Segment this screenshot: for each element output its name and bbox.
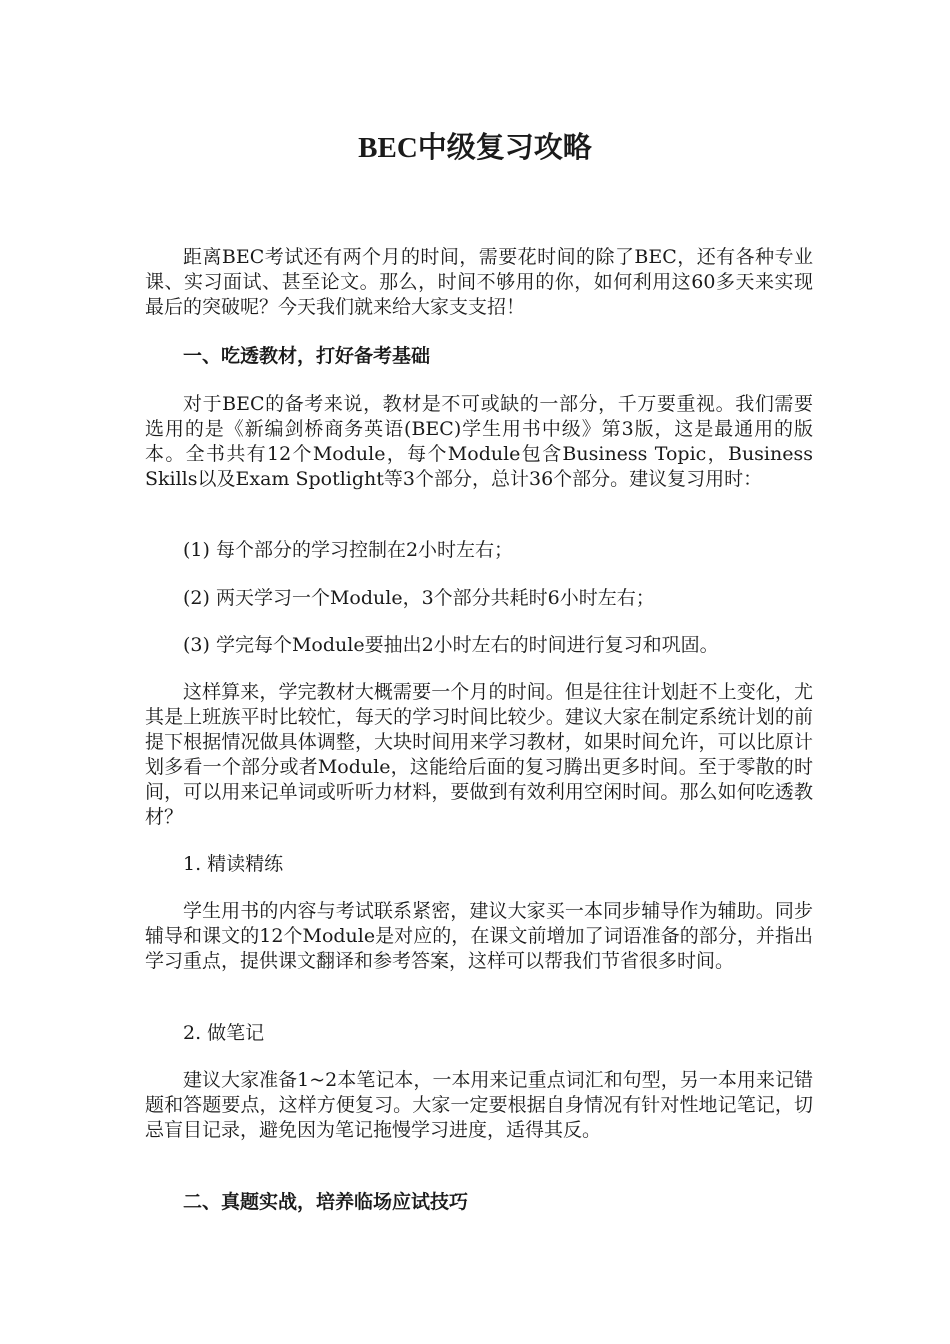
section-1-paragraph-1: 对于BEC的备考来说，教材是不可或缺的一部分，千万要重视。我们需要选用的是《新编剑桥商务英语(BEC)学生用书中级》第3版，这是最通用的版本。全书共有12个Module，每个Module包含Business Topic，Business Skills以及Exam Spotlight等3个部分，总计36个部分。建议复习用时： [145,393,813,490]
subsection-2-paragraph: 建议大家准备1~2本笔记本，一本用来记重点词汇和句型，另一本用来记错题和答题要点，这样方便复习。大家一定要根据自身情况有针对性地记笔记，切忌盲目记录，避免因为笔记拖慢学习进度，适得其反。 [145,1069,813,1141]
list-item-1: (1) 每个部分的学习控制在2小时左右； [183,539,514,561]
document-title: BEC中级复习攻略 [358,132,592,164]
section-1-heading: 一、吃透教材，打好备考基础 [183,345,431,367]
list-item-3: (3) 学完每个Module要抽出2小时左右的时间进行复习和巩固。 [183,634,719,656]
intro-paragraph: 距离BEC考试还有两个月的时间，需要花时间的除了BEC，还有各种专业课、实习面试、甚至论文。那么，时间不够用的你，如何利用这60多天来实现最后的突破呢？今天我们就来给大家支支招！ [145,246,813,318]
subsection-1-paragraph: 学生用书的内容与考试联系紧密，建议大家买一本同步辅导作为辅助。同步辅导和课文的12个Module是对应的，在课文前增加了词语准备的部分，并指出学习重点，提供课文翻译和参考答案，这样可以帮我们节省很多时间。 [145,900,813,972]
section-2-heading: 二、真题实战，培养临场应试技巧 [183,1191,469,1213]
list-item-2: (2) 两天学习一个Module，3个部分共耗时6小时左右； [183,587,655,609]
section-1-paragraph-2: 这样算来，学完教材大概需要一个月的时间。但是往往计划赶不上变化，尤其是上班族平时比较忙，每天的学习时间比较少。建议大家在制定系统计划的前提下根据情况做具体调整，大块时间用来学习教材，如果时间允许，可以比原计划多看一个部分或者Module，这能给后面的复习腾出更多时间。至于零散的时间，可以用来记单词或听听力材料，要做到有效利用空闲时间。那么如何吃透教材？ [145,681,813,828]
subsection-2-heading: 2. 做笔记 [183,1022,265,1044]
subsection-1-heading: 1. 精读精练 [183,853,284,875]
